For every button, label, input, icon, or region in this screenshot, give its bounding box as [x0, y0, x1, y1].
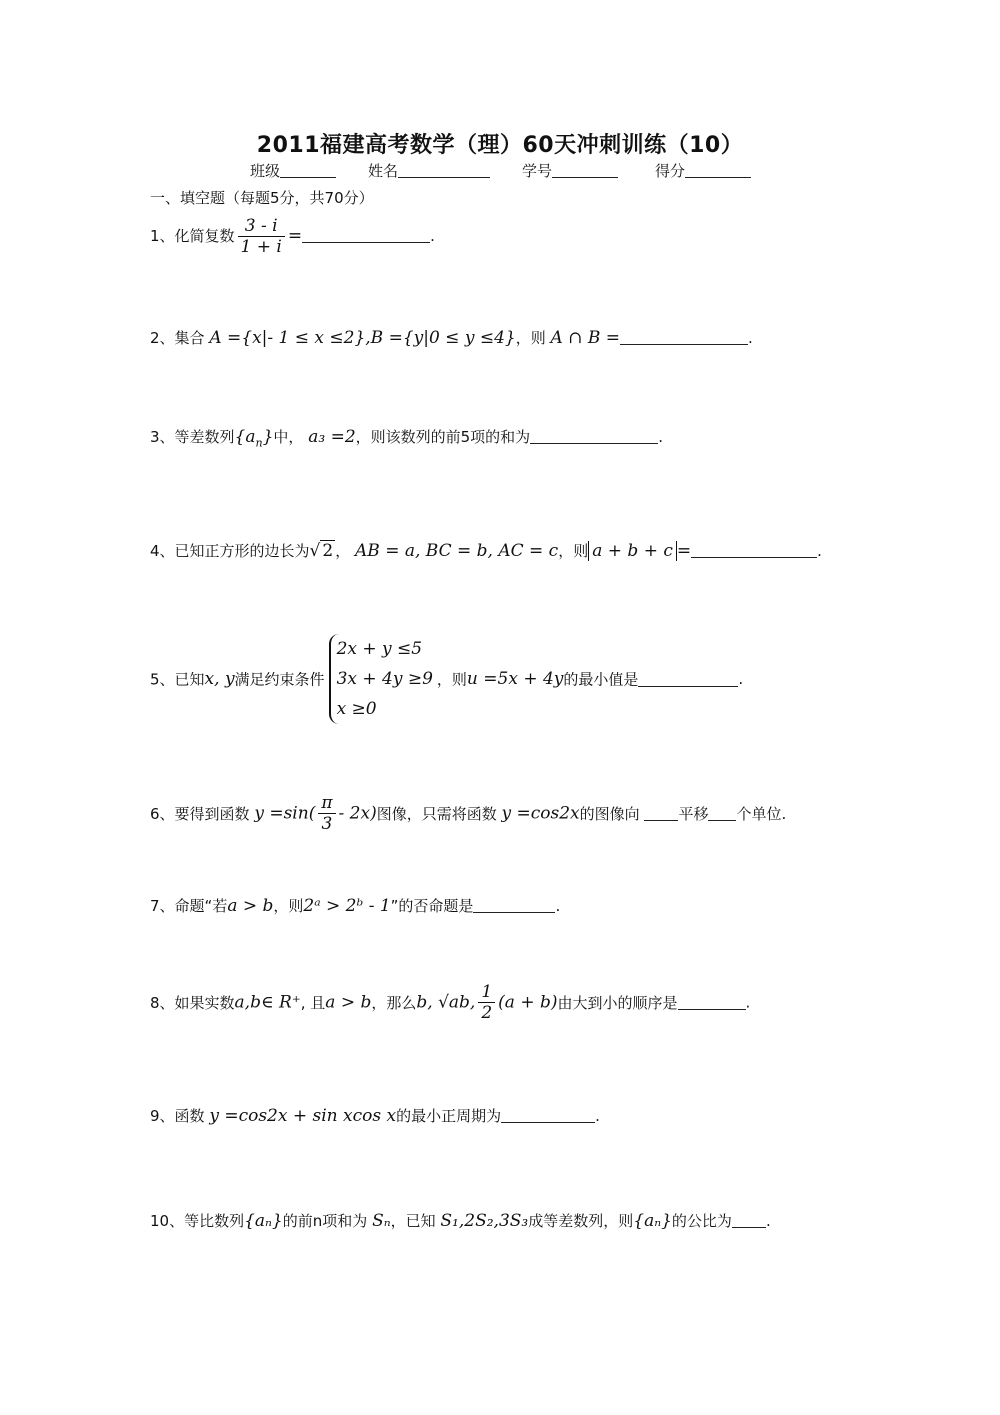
q6-three: 3	[321, 814, 333, 834]
q5-mid2: ，则	[436, 670, 467, 689]
number-field	[522, 160, 618, 181]
q10-text: 的前n项和为	[282, 1212, 368, 1230]
q3-seq-sub: n	[255, 436, 263, 450]
q3-seq-close: }	[262, 427, 274, 447]
q6-text2: 平移	[678, 805, 709, 823]
q9-prefix: 9、函数	[150, 1107, 205, 1125]
q5-text: 的最小值是	[563, 670, 639, 689]
q5-objective: u =5x + 4y	[466, 669, 564, 689]
q10-condition: S₁,2S₂,3S₃	[440, 1211, 529, 1231]
q7-condition: a > b	[227, 896, 274, 916]
q1-answer-blank[interactable]	[302, 228, 430, 243]
q3-seq-open: {a	[234, 427, 256, 447]
q5-prefix: 5、已知	[150, 670, 205, 689]
q3-mid: 中，	[273, 428, 304, 446]
q4-mid: ，则	[558, 542, 589, 560]
q2-end: .	[748, 329, 753, 347]
q1-end: .	[430, 227, 435, 245]
number-blank[interactable]	[552, 163, 618, 178]
q5-answer-blank[interactable]	[638, 672, 738, 687]
q8-mid: , 且	[300, 994, 326, 1012]
q8-half-den: 2	[481, 1003, 493, 1023]
score-blank[interactable]	[685, 163, 751, 178]
q2-prefix: 2、集合	[150, 329, 205, 347]
q6-func-start: y =sin(	[254, 803, 316, 824]
q1-fraction	[238, 216, 285, 257]
q6-pi: π	[318, 793, 335, 814]
q10-answer-blank[interactable]	[732, 1213, 766, 1228]
q6-pi-fraction	[318, 793, 335, 834]
q9-end: .	[595, 1107, 600, 1125]
q7-prefix: 7、命题“若	[150, 897, 228, 915]
q10-text3: 的公比为	[671, 1212, 732, 1230]
q4-sqrt-value: 2	[322, 541, 334, 561]
q4-prefix: 4、已知正方形的边长为	[150, 542, 310, 560]
question-1	[150, 216, 435, 257]
q9-answer-blank[interactable]	[501, 1108, 595, 1123]
q4-magnitude-expr: a + b + c	[588, 541, 677, 561]
q8-condition-2: a > b	[325, 992, 372, 1013]
name-blank[interactable]	[398, 163, 490, 178]
question-10	[150, 1210, 771, 1231]
q8-text: ，那么	[371, 994, 417, 1012]
q8-expression: b, √ab,	[416, 992, 476, 1013]
score-label: 得分	[655, 162, 686, 180]
q3-end: .	[658, 428, 663, 446]
question-9	[150, 1105, 600, 1126]
question-8	[150, 982, 750, 1023]
q1-prefix: 1、化简复数	[150, 227, 235, 245]
q10-end: .	[765, 1212, 771, 1230]
q7-expression: 2ᵃ > 2ᵇ - 1	[303, 896, 391, 916]
q8-expression-2: (a + b)	[498, 992, 558, 1013]
q6-mid: 图像，只需将函数	[376, 805, 497, 823]
q1-denominator: 1 + i	[240, 237, 282, 257]
page-title: 2011福建高考数学（理）60天冲刺训练（10）	[256, 133, 744, 158]
q5-constraint-3: x ≥0	[336, 699, 377, 719]
q8-text2: 由大到小的顺序是	[557, 994, 678, 1012]
q10-prefix: 10、等比数列	[150, 1212, 245, 1230]
q9-function: y =cos2x + sin xcos x	[209, 1106, 397, 1126]
name-label: 姓名	[368, 162, 399, 180]
q10-sum: Sₙ	[372, 1211, 391, 1231]
q5-constraint-system	[329, 634, 433, 724]
q4-answer-blank[interactable]	[691, 543, 817, 558]
q2-intersection: A ∩ B =	[550, 328, 620, 348]
q5-end: .	[738, 670, 744, 688]
q10-text2: 成等差数列，则	[528, 1212, 634, 1230]
q3-text: ，则该数列的前5项的和为	[355, 428, 531, 446]
class-label: 班级	[250, 162, 281, 180]
q7-text: ”的否命题是	[390, 897, 474, 915]
q8-answer-blank[interactable]	[678, 995, 746, 1010]
q4-sep: ，	[335, 542, 351, 560]
q10-sequence: {aₙ}	[244, 1211, 283, 1231]
q7-mid: ，则	[273, 897, 304, 915]
name-field	[368, 160, 490, 181]
q7-end: .	[555, 897, 561, 915]
score-field	[655, 160, 751, 181]
q8-half-fraction	[478, 982, 495, 1023]
question-5	[150, 634, 743, 724]
q3-prefix: 3、等差数列	[150, 428, 235, 446]
class-field	[250, 160, 336, 181]
q6-func-end: - 2x)	[338, 803, 377, 824]
q5-constraint-1: 2x + y ≤5	[336, 639, 423, 659]
question-6	[150, 793, 786, 834]
q2-answer-blank[interactable]	[620, 330, 748, 345]
q10-sequence-2: {aₙ}	[633, 1211, 672, 1231]
q1-numerator: 3 - i	[238, 216, 285, 237]
q7-answer-blank[interactable]	[473, 898, 555, 913]
q10-mid: ，已知	[390, 1212, 436, 1230]
q3-sequence	[234, 427, 274, 450]
question-3	[150, 426, 663, 449]
q3-answer-blank[interactable]	[530, 429, 658, 444]
question-2	[150, 327, 753, 348]
q8-condition: a,b∈ R⁺	[234, 992, 301, 1013]
q6-prefix: 6、要得到函数	[150, 805, 250, 823]
section-heading: 一、填空题（每题5分，共70分）	[150, 189, 374, 207]
q4-equals: =	[676, 541, 692, 561]
q2-sets: A ={x|- 1 ≤ x ≤2},B ={y|0 ≤ y ≤4}	[209, 328, 516, 348]
q4-end: .	[817, 542, 822, 560]
question-4	[150, 540, 822, 561]
q8-prefix: 8、如果实数	[150, 994, 235, 1012]
q8-half-num: 1	[478, 982, 495, 1003]
q6-text3: 个单位.	[736, 805, 787, 823]
q6-text: 的图像向	[579, 805, 640, 823]
q6-direction-blank[interactable]	[644, 806, 678, 821]
q8-end: .	[745, 993, 751, 1012]
q5-vars: x, y	[204, 669, 235, 689]
q6-cos-func: y =cos2x	[501, 803, 580, 824]
q3-condition: a₃ =2	[308, 427, 356, 447]
question-7	[150, 895, 560, 916]
q5-mid: 满足约束条件	[234, 670, 325, 689]
q1-equals: =	[287, 226, 303, 246]
q2-mid: ，则	[515, 329, 546, 347]
q6-amount-blank[interactable]	[708, 806, 736, 821]
q4-sqrt: √ 2	[309, 541, 334, 561]
q5-constraint-2: 3x + 4y ≥9	[336, 669, 433, 689]
number-label: 学号	[522, 162, 553, 180]
q4-vectors: AB = a, BC = b, AC = c	[355, 541, 559, 561]
q9-text: 的最小正周期为	[396, 1107, 502, 1125]
class-blank[interactable]	[280, 163, 336, 178]
